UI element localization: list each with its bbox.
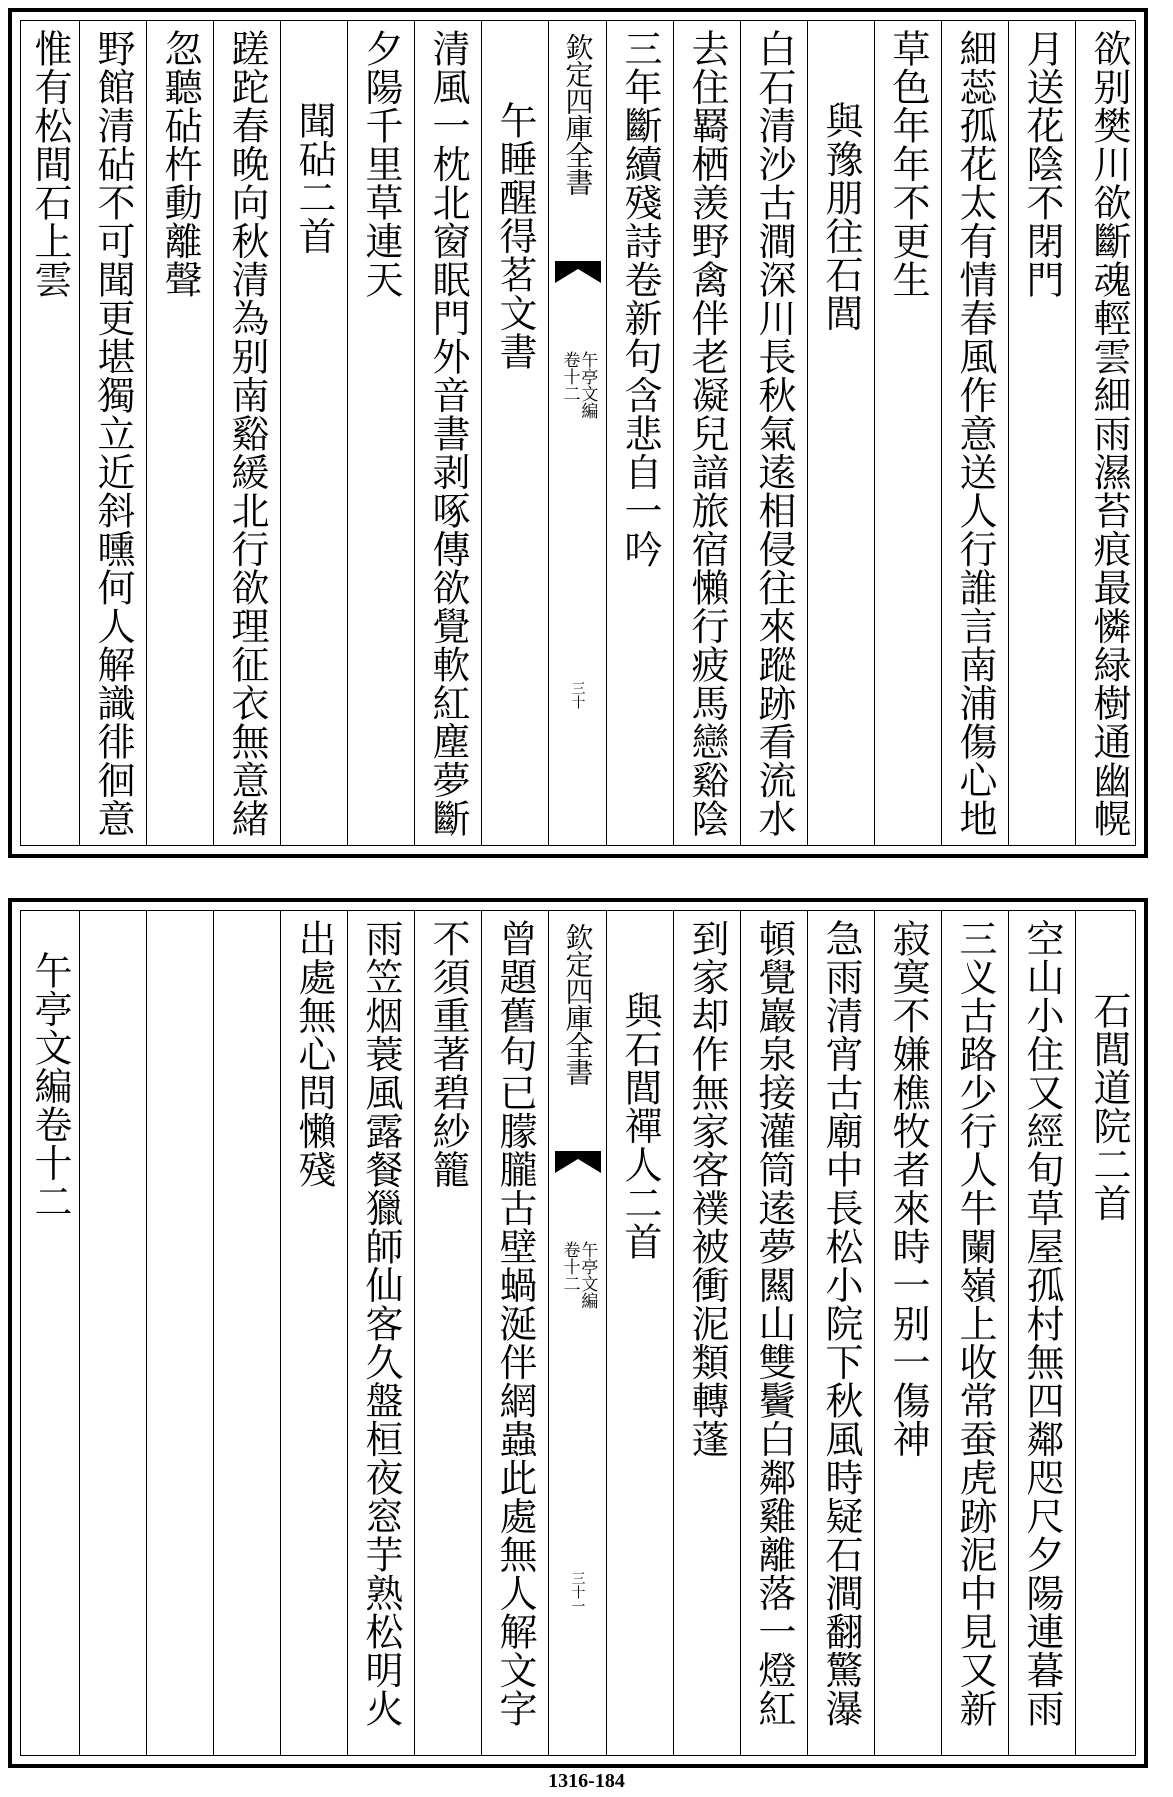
column-text: 去住羇栖羡野禽伴老凝兒諳旅宿懶行疲馬戀谿陰 [685, 29, 729, 838]
spine-source: 午亭文編 卷十二 [559, 1241, 598, 1309]
column-text: 空山小住又經旬草屋孤村無四鄰咫尺夕陽連暮雨 [1020, 919, 1064, 1728]
text-column [146, 911, 213, 1755]
text-column [213, 911, 280, 1755]
text-column [807, 21, 874, 845]
text-column [79, 21, 146, 845]
text-column [414, 21, 481, 845]
column-text: 到家却作無家客襆被衝泥類轉蓬 [685, 919, 729, 1458]
text-column [481, 21, 548, 845]
center-spine [548, 21, 606, 845]
text-column [807, 911, 874, 1755]
column-text: 惟有松間石上雲 [28, 29, 72, 299]
text-column [673, 21, 740, 845]
spine-source: 午亭文編 卷十二 [559, 351, 598, 419]
text-column [1075, 911, 1142, 1755]
text-column [606, 21, 673, 845]
column-text: 細蕊孤花太有情春風作意送人行誰言南浦傷心地 [953, 29, 997, 838]
column-text: 頓覺巖泉接灌筒逺夢闗山雙鬢白鄰雞離落一燈紅 [752, 919, 796, 1728]
text-column [414, 911, 481, 1755]
column-text: 白石清沙古澗深川長秋氣逺相侵往來蹤跡看流水 [752, 29, 796, 838]
page-number: 1316-184 [548, 1770, 625, 1792]
text-column [1008, 21, 1075, 845]
spine-title: 欽定四庫全書 [561, 33, 595, 195]
column-text: 曾題舊句已朦朧古壁蝸涎伴網蟲此處無人解文字 [493, 919, 537, 1728]
text-column [21, 911, 79, 1755]
text-column [740, 21, 807, 845]
column-text: 急雨清宵古廟中長松小院下秋風時疑石澗翻驚瀑 [819, 919, 863, 1728]
column-text: 聞砧二首 [292, 101, 336, 255]
column-text: 與豫朋往石閭 [819, 101, 863, 332]
text-column [1008, 911, 1075, 1755]
column-text: 欲别樊川欲斷魂輕雲細雨濕苔痕最憐緑樹通幽幌 [1087, 29, 1131, 838]
column-text: 出處無心問懶殘 [292, 919, 336, 1189]
column-text: 夕陽千里草連天 [359, 29, 403, 299]
text-column [874, 21, 941, 845]
column-text: 午睡醒得茗文書 [493, 101, 537, 371]
column-text: 三义古路少行人牛闌嶺上收常蚕虎跡泥中見又新 [953, 919, 997, 1728]
text-column [874, 911, 941, 1755]
text-column [21, 21, 79, 845]
text-column [941, 911, 1008, 1755]
column-text: 三年斷續殘詩卷新句含悲自一吟 [618, 29, 662, 568]
column-text: 忽聽砧杵動離聲 [158, 29, 202, 299]
bottom-page-frame [20, 910, 1136, 1756]
spine-title: 欽定四庫全書 [561, 923, 595, 1085]
text-column [347, 911, 414, 1755]
text-column [481, 911, 548, 1755]
column-text: 草色年年不更生 [886, 29, 930, 299]
text-column [740, 911, 807, 1755]
text-column [280, 911, 347, 1755]
column-text: 石閭道院二首 [1087, 991, 1131, 1222]
text-column [606, 911, 673, 1755]
text-column [213, 21, 280, 845]
column-text: 清風一枕北窗眠門外音書剥啄傳欲覺軟紅塵夢斷 [426, 29, 470, 838]
text-column [941, 21, 1008, 845]
column-text: 月送花陰不閉門 [1020, 29, 1064, 299]
column-text: 午亭文編卷十二 [28, 951, 72, 1221]
column-text: 野館清砧不可聞更堪獨立近斜曛何人解識徘徊意 [91, 29, 135, 838]
top-page [8, 8, 1148, 858]
spine-leaf-number: 三十一 [569, 1571, 586, 1613]
text-column [280, 21, 347, 845]
bottom-page [8, 898, 1148, 1768]
text-column [1075, 21, 1142, 845]
column-text: 與石閭禪人二首 [618, 991, 662, 1261]
column-text: 不須重著碧紗籠 [426, 919, 470, 1189]
column-text: 寂寞不嫌樵牧者來時一别一傷神 [886, 919, 930, 1458]
spine-leaf-number: 三十 [569, 681, 586, 709]
fishtail-mark-icon [555, 261, 601, 283]
text-column [673, 911, 740, 1755]
fishtail-mark-icon [555, 1151, 601, 1173]
column-text: 蹉跎春晚向秋清為别南谿緩北行欲理征衣無意緒 [225, 29, 269, 838]
text-column [146, 21, 213, 845]
text-column [347, 21, 414, 845]
text-column [79, 911, 146, 1755]
top-page-frame [20, 20, 1136, 846]
column-text: 雨笠烟蓑風露餐獵師仙客久盤桓夜窓芋熟松明火 [359, 919, 403, 1728]
center-spine [548, 911, 606, 1755]
